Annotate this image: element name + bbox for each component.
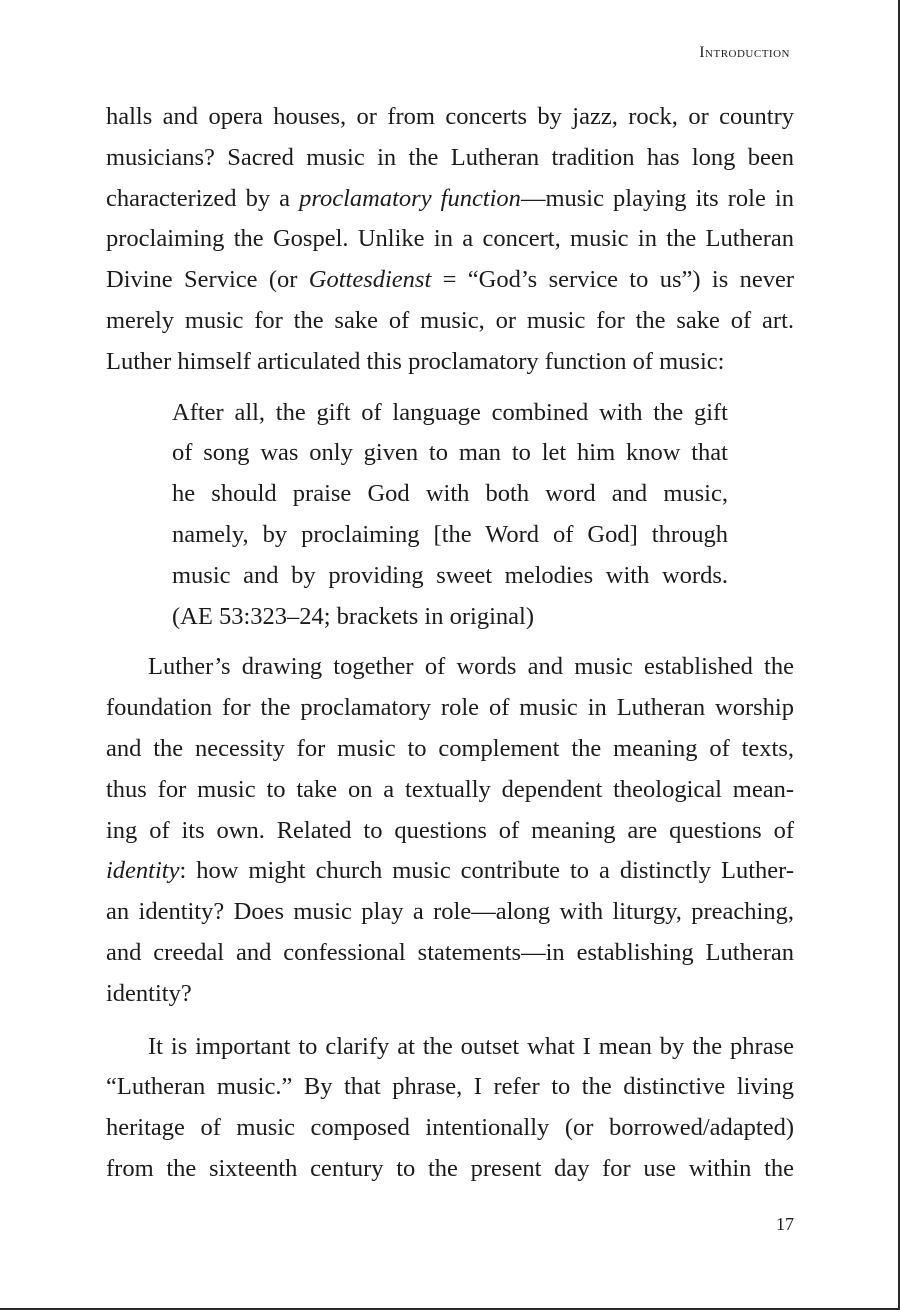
text-run: —music playing its role in [520,184,794,212]
page-number: 17 [776,1214,794,1234]
text-line [106,851,794,892]
paragraph-1 [106,97,794,383]
text-line: thus for music to take on a textually dependent theological mean- [106,775,794,803]
text-line: from the sixteenth century to the present day for use within the [106,1154,794,1182]
text-run: characterized by a [106,184,300,212]
quote-line: music and by providing sweet melodies with words. [172,561,728,589]
text-line [106,179,794,220]
quote-line: he should praise God with both word and music, [172,480,728,508]
text-line: It is important to clarify at the outset what I mean by the phrase [148,1032,794,1060]
text-line: Luther himself articulated this proclamatory function of music: [106,347,725,375]
paragraph-3 [106,1027,794,1190]
text-line: and the necessity for music to complement the meaning of texts, [106,734,794,762]
paragraph-spacer [106,1015,794,1027]
text-line: “Lutheran music.” By that phrase, I refer to the distinctive living [106,1073,794,1101]
paragraph-2 [106,647,794,1014]
text-line: heritage of music composed intentionally (or borrowed/adapted) [106,1114,794,1142]
text-line: foundation for the proclamatory role of music in Lutheran worship [106,694,794,722]
text-line [106,260,794,301]
emphasis-text: proclamatory function [299,184,521,212]
text-line: halls and opera houses, or from concerts by jazz, rock, or country [106,103,794,130]
quote-citation: (AE 53:323–24; brackets in original) [172,602,534,630]
text-line: merely music for the sake of music, or music for the sake of art. [106,306,794,334]
emphasis-text: identity [106,857,180,885]
quote-line: of song was only given to man to let him know that [172,439,728,467]
text-line: and creedal and confessional statements—in establishing Lutheran [106,938,794,966]
text-run: Divine Service (or [106,266,309,294]
text-line: Luther’s drawing together of words and music established the [148,653,794,681]
text-run: = “God’s service to us”) is never [431,266,794,294]
text-line: an identity? Does music play a role—along with liturgy, preaching, [106,898,794,926]
text-run: : how might church music contribute to a distinctly Luther- [179,857,794,885]
block-quote [172,393,728,638]
emphasis-text: Gottesdienst [308,266,432,294]
quote-line: namely, by proclaiming [the Word of God] through [172,520,728,548]
running-head: Introduction [699,44,790,61]
text-line: musicians? Sacred music in the Lutheran tradition has long been [106,143,794,171]
text-line: proclaiming the Gospel. Unlike in a concert, music in the Lutheran [106,225,794,253]
text-line: identity? [106,979,192,1007]
quote-line: After all, the gift of language combined with the gift [172,398,728,426]
text-line: ing of its own. Related to questions of meaning are questions of [106,816,794,844]
body-text [106,97,794,1190]
